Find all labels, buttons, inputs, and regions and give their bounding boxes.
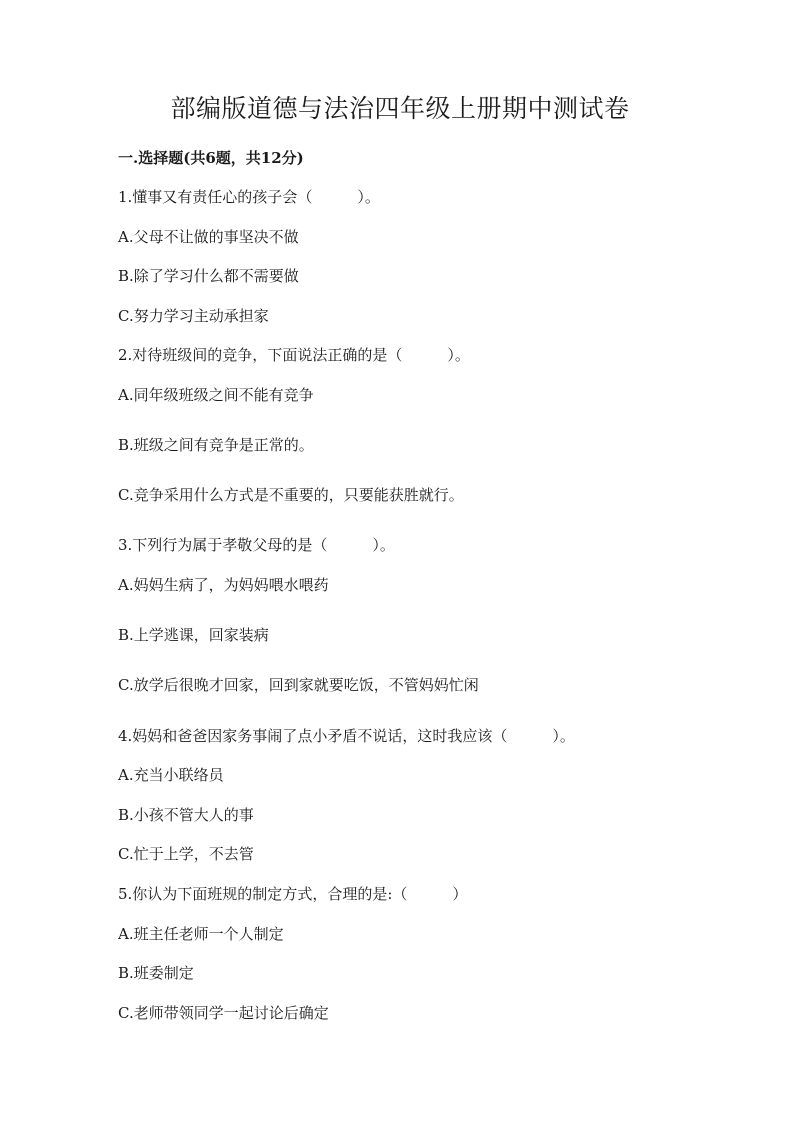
question-5-option-b: B.班委制定	[118, 964, 194, 982]
question-1-stem: 1.懂事又有责任心的孩子会（ ）。	[118, 188, 380, 206]
question-2-option-c: C.竞争采用什么方式是不重要的，只要能获胜就行。	[118, 486, 464, 504]
question-1-option-b: B.除了学习什么都不需要做	[118, 267, 299, 285]
question-1-option-c: C.努力学习主动承担家	[118, 307, 269, 325]
question-1-option-a: A.父母不让做的事坚决不做	[118, 228, 299, 246]
question-3-option-c: C.放学后很晚才回家，回到家就要吃饭，不管妈妈忙闲	[118, 676, 479, 694]
question-2-option-b: B.班级之间有竞争是正常的。	[118, 436, 314, 454]
question-5-option-a: A.班主任老师一个人制定	[118, 925, 284, 943]
question-5-stem: 5.你认为下面班规的制定方式，合理的是:（ ）	[118, 885, 468, 903]
question-4-stem: 4.妈妈和爸爸因家务事闹了点小矛盾不说话，这时我应该（ ）。	[118, 727, 575, 745]
section-heading: 一.选择题(共6题，共12分)	[118, 149, 304, 167]
question-4-option-b: B.小孩不管大人的事	[118, 806, 254, 824]
question-3-option-b: B.上学逃课，回家装病	[118, 626, 269, 644]
question-5-option-c: C.老师带领同学一起讨论后确定	[118, 1004, 329, 1022]
question-3-stem: 3.下列行为属于孝敬父母的是（ ）。	[118, 536, 395, 554]
question-4-option-c: C.忙于上学，不去管	[118, 845, 254, 863]
question-2-stem: 2.对待班级间的竞争，下面说法正确的是（ ）。	[118, 346, 470, 364]
question-4-option-a: A.充当小联络员	[118, 766, 224, 784]
question-2-option-a: A.同年级班级之间不能有竞争	[118, 386, 314, 404]
question-3-option-a: A.妈妈生病了，为妈妈喂水喂药	[118, 576, 329, 594]
page-title: 部编版道德与法治四年级上册期中测试卷	[170, 94, 630, 123]
